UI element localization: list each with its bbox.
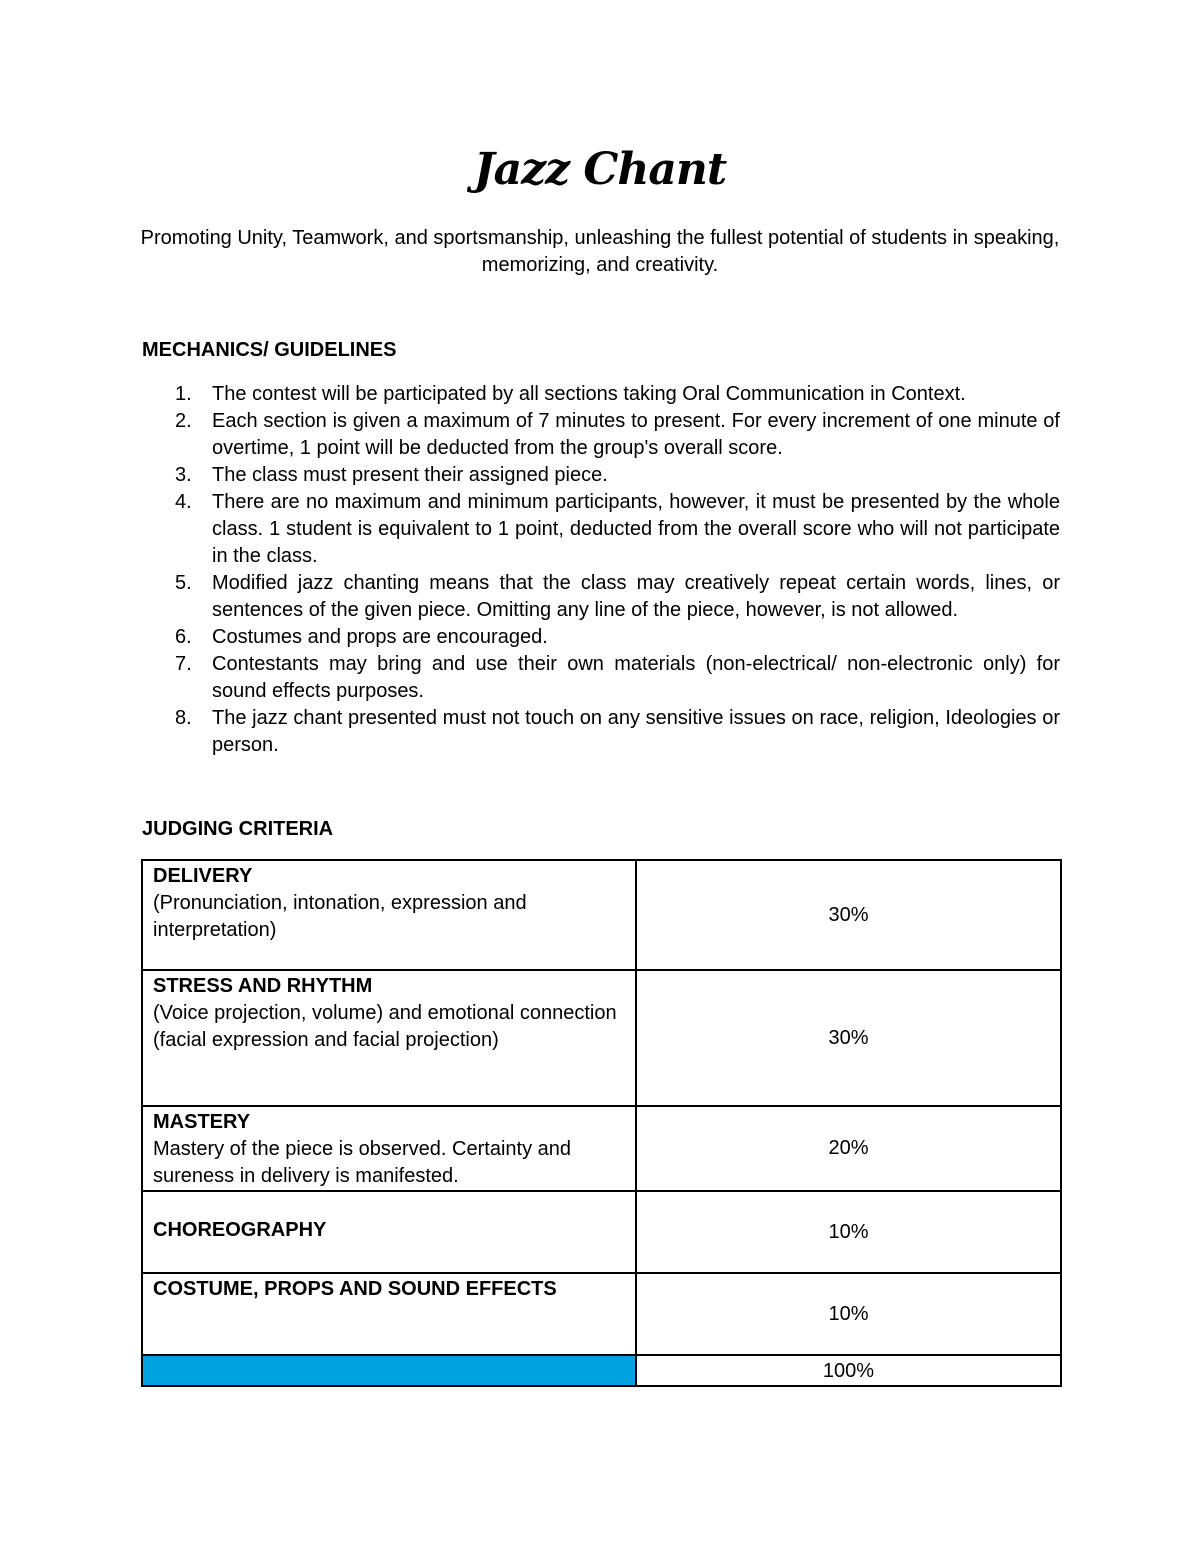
rule-number: 8. <box>175 707 192 729</box>
rule-item-5 <box>142 570 1060 624</box>
criteria-weight: 20% <box>636 1106 1061 1191</box>
rule-number: 5. <box>175 572 192 594</box>
rule-text: There are no maximum and minimum participants, however, it must be presented by the whole class. 1 student is equivalent to 1 point, deducted from the overall score who will not participate in the class. <box>212 491 1060 567</box>
criteria-name: COSTUME, PROPS AND SOUND EFFECTS <box>153 1278 557 1300</box>
criteria-description: (Pronunciation, intonation, expression and interpretation) <box>153 892 527 941</box>
criteria-heading: JUDGING CRITERIA <box>142 818 334 840</box>
rule-text: Each section is given a maximum of 7 minutes to present. For every increment of one minute of overtime, 1 point will be deducted from the group's overall score. <box>212 410 1060 459</box>
rule-number: 2. <box>175 410 192 432</box>
criteria-weight: 10% <box>636 1191 1061 1273</box>
rule-item-3 <box>142 462 1060 489</box>
criteria-cell <box>142 1106 636 1191</box>
mechanics-list <box>142 381 1060 759</box>
rule-number: 3. <box>175 464 192 486</box>
criteria-row-costume <box>142 1273 1061 1355</box>
criteria-name: MASTERY <box>153 1111 251 1133</box>
rule-number: 7. <box>175 653 192 675</box>
criteria-row-stress-rhythm <box>142 970 1061 1106</box>
rule-number: 1. <box>175 383 192 405</box>
rule-item-4 <box>142 489 1060 570</box>
total-label-cell <box>142 1355 636 1386</box>
document-title: Jazz Chant <box>473 144 727 195</box>
criteria-cell <box>142 860 636 970</box>
document-subtitle: Promoting Unity, Teamwork, and sportsmanship, unleashing the fullest potential of students in speaking, memorizing, and creativity. <box>140 227 1060 276</box>
criteria-name: CHOREOGRAPHY <box>153 1218 327 1241</box>
rule-item-2 <box>142 408 1060 462</box>
rule-item-6 <box>142 624 1060 651</box>
criteria-description: Mastery of the piece is observed. Certainty and sureness in delivery is manifested. <box>153 1138 571 1187</box>
criteria-weight: 10% <box>636 1273 1061 1355</box>
mechanics-heading: MECHANICS/ GUIDELINES <box>142 339 397 361</box>
rule-item-8 <box>142 705 1060 759</box>
criteria-row-total <box>142 1355 1061 1386</box>
criteria-weight: 30% <box>636 860 1061 970</box>
rule-item-7 <box>142 651 1060 705</box>
rule-text: The contest will be participated by all sections taking Oral Communication in Context. <box>212 383 966 405</box>
criteria-row-delivery <box>142 860 1061 970</box>
criteria-row-choreography <box>142 1191 1061 1273</box>
criteria-description: (Voice projection, volume) and emotional connection (facial expression and facial projection) <box>153 1002 617 1051</box>
rule-number: 6. <box>175 626 192 648</box>
criteria-name: STRESS AND RHYTHM <box>153 975 373 997</box>
rule-item-1 <box>142 381 1060 408</box>
criteria-cell <box>142 1273 636 1355</box>
criteria-cell <box>142 970 636 1106</box>
criteria-cell <box>142 1191 636 1273</box>
rule-text: Contestants may bring and use their own materials (non-electrical/ non-electronic only) for sound effects purposes. <box>212 653 1060 702</box>
rule-number: 4. <box>175 491 192 513</box>
criteria-row-mastery <box>142 1106 1061 1191</box>
criteria-name: DELIVERY <box>153 865 253 887</box>
criteria-table <box>141 859 1062 1387</box>
rule-text: Modified jazz chanting means that the class may creatively repeat certain words, lines, or sentences of the given piece. Omitting any line of the piece, however, is not allowed. <box>212 572 1060 621</box>
rule-text: Costumes and props are encouraged. <box>212 626 548 648</box>
rule-text: The jazz chant presented must not touch on any sensitive issues on race, religion, Ideologies or person. <box>212 707 1060 756</box>
rule-text: The class must present their assigned piece. <box>212 464 608 486</box>
criteria-weight: 30% <box>636 970 1061 1106</box>
criteria-total: 100% <box>636 1355 1061 1386</box>
